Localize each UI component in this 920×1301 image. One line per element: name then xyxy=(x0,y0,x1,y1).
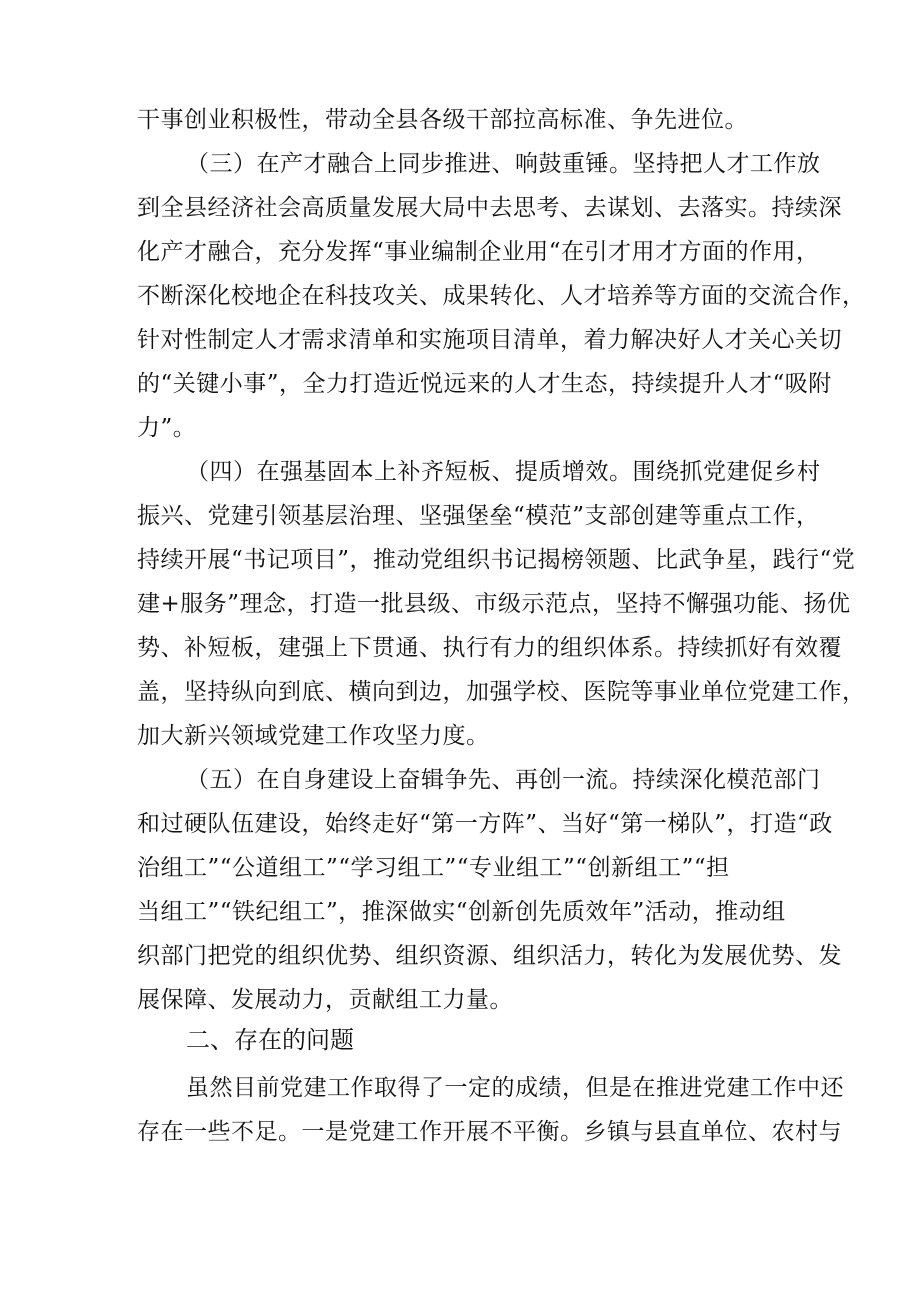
text-line: （三）在产才融合上同步推进、响鼓重锤。坚持把人才工作放 xyxy=(186,151,821,177)
section-heading: 二、存在的问题 xyxy=(186,1026,354,1054)
text-line: 针对性制定人才需求清单和实施项目清单，着力解决好人才关心关切 xyxy=(137,327,842,353)
text-line: 干事创业积极性，带动全县各级干部拉高标准、争先进位。 xyxy=(137,107,748,133)
text-line: 的“关键小事”，全力打造近悦远来的人才生态，持续提升人才“吸附 xyxy=(137,371,832,397)
text-line: （四）在强基固本上补齐短板、提质增效。围绕抓党建促乡村 xyxy=(186,459,821,485)
text-line: 治组工”“公道组工”“学习组工”“专业组工”“创新组工”“担 xyxy=(137,855,730,881)
text-line: 势、补短板，建强上下贯通、执行有力的组织体系。持续抓好有效覆 xyxy=(137,635,842,661)
text-line: 织部门把党的组织优势、组织资源、组织活力，转化为发展优势、发 xyxy=(137,943,842,969)
text-line: 振兴、党建引领基层治理、坚强堡垒“模范”支部创建等重点工作， xyxy=(137,503,820,529)
text-line: 到全县经济社会高质量发展大局中去思考、去谋划、去落实。持续深 xyxy=(137,195,842,221)
text-line: 当组工”“铁纪组工”，推深做实“创新创先质效年”活动，推动组 xyxy=(137,899,786,925)
text-line: 化产才融合，充分发挥“事业编制企业用“在引才用才方面的作用， xyxy=(137,239,820,265)
text-line: 加大新兴领域党建工作攻坚力度。 xyxy=(137,723,490,749)
text-line: 存在一些不足。一是党建工作开展不平衡。乡镇与县直单位、农村与 xyxy=(137,1119,842,1145)
text-line: （五）在自身建设上奋辑争先、再创一流。持续深化模范部门 xyxy=(186,767,821,793)
text-line: 力”。 xyxy=(137,415,197,441)
text-line: 持续开展“书记项目”，推动党组织书记揭榜领题、比武争星，践行“党 xyxy=(137,547,856,573)
text-line: 和过硬队伍建设，始终走好“第一方阵”、当好“第一梯队”，打造“政 xyxy=(137,811,833,837)
text-line: 展保障、发展动力，贡献组工力量。 xyxy=(137,987,513,1013)
text-line: 盖，坚持纵向到底、横向到边，加强学校、医院等事业单位党建工作， xyxy=(137,679,866,705)
text-line: 不断深化校地企在科技攻关、成果转化、人才培养等方面的交流合作， xyxy=(137,283,866,309)
text-line: 建+服务”理念，打造一批县级、市级示范点，坚持不懈强功能、扬优 xyxy=(137,591,851,617)
text-line: 虽然目前党建工作取得了一定的成绩，但是在推进党建工作中还 xyxy=(186,1075,844,1101)
